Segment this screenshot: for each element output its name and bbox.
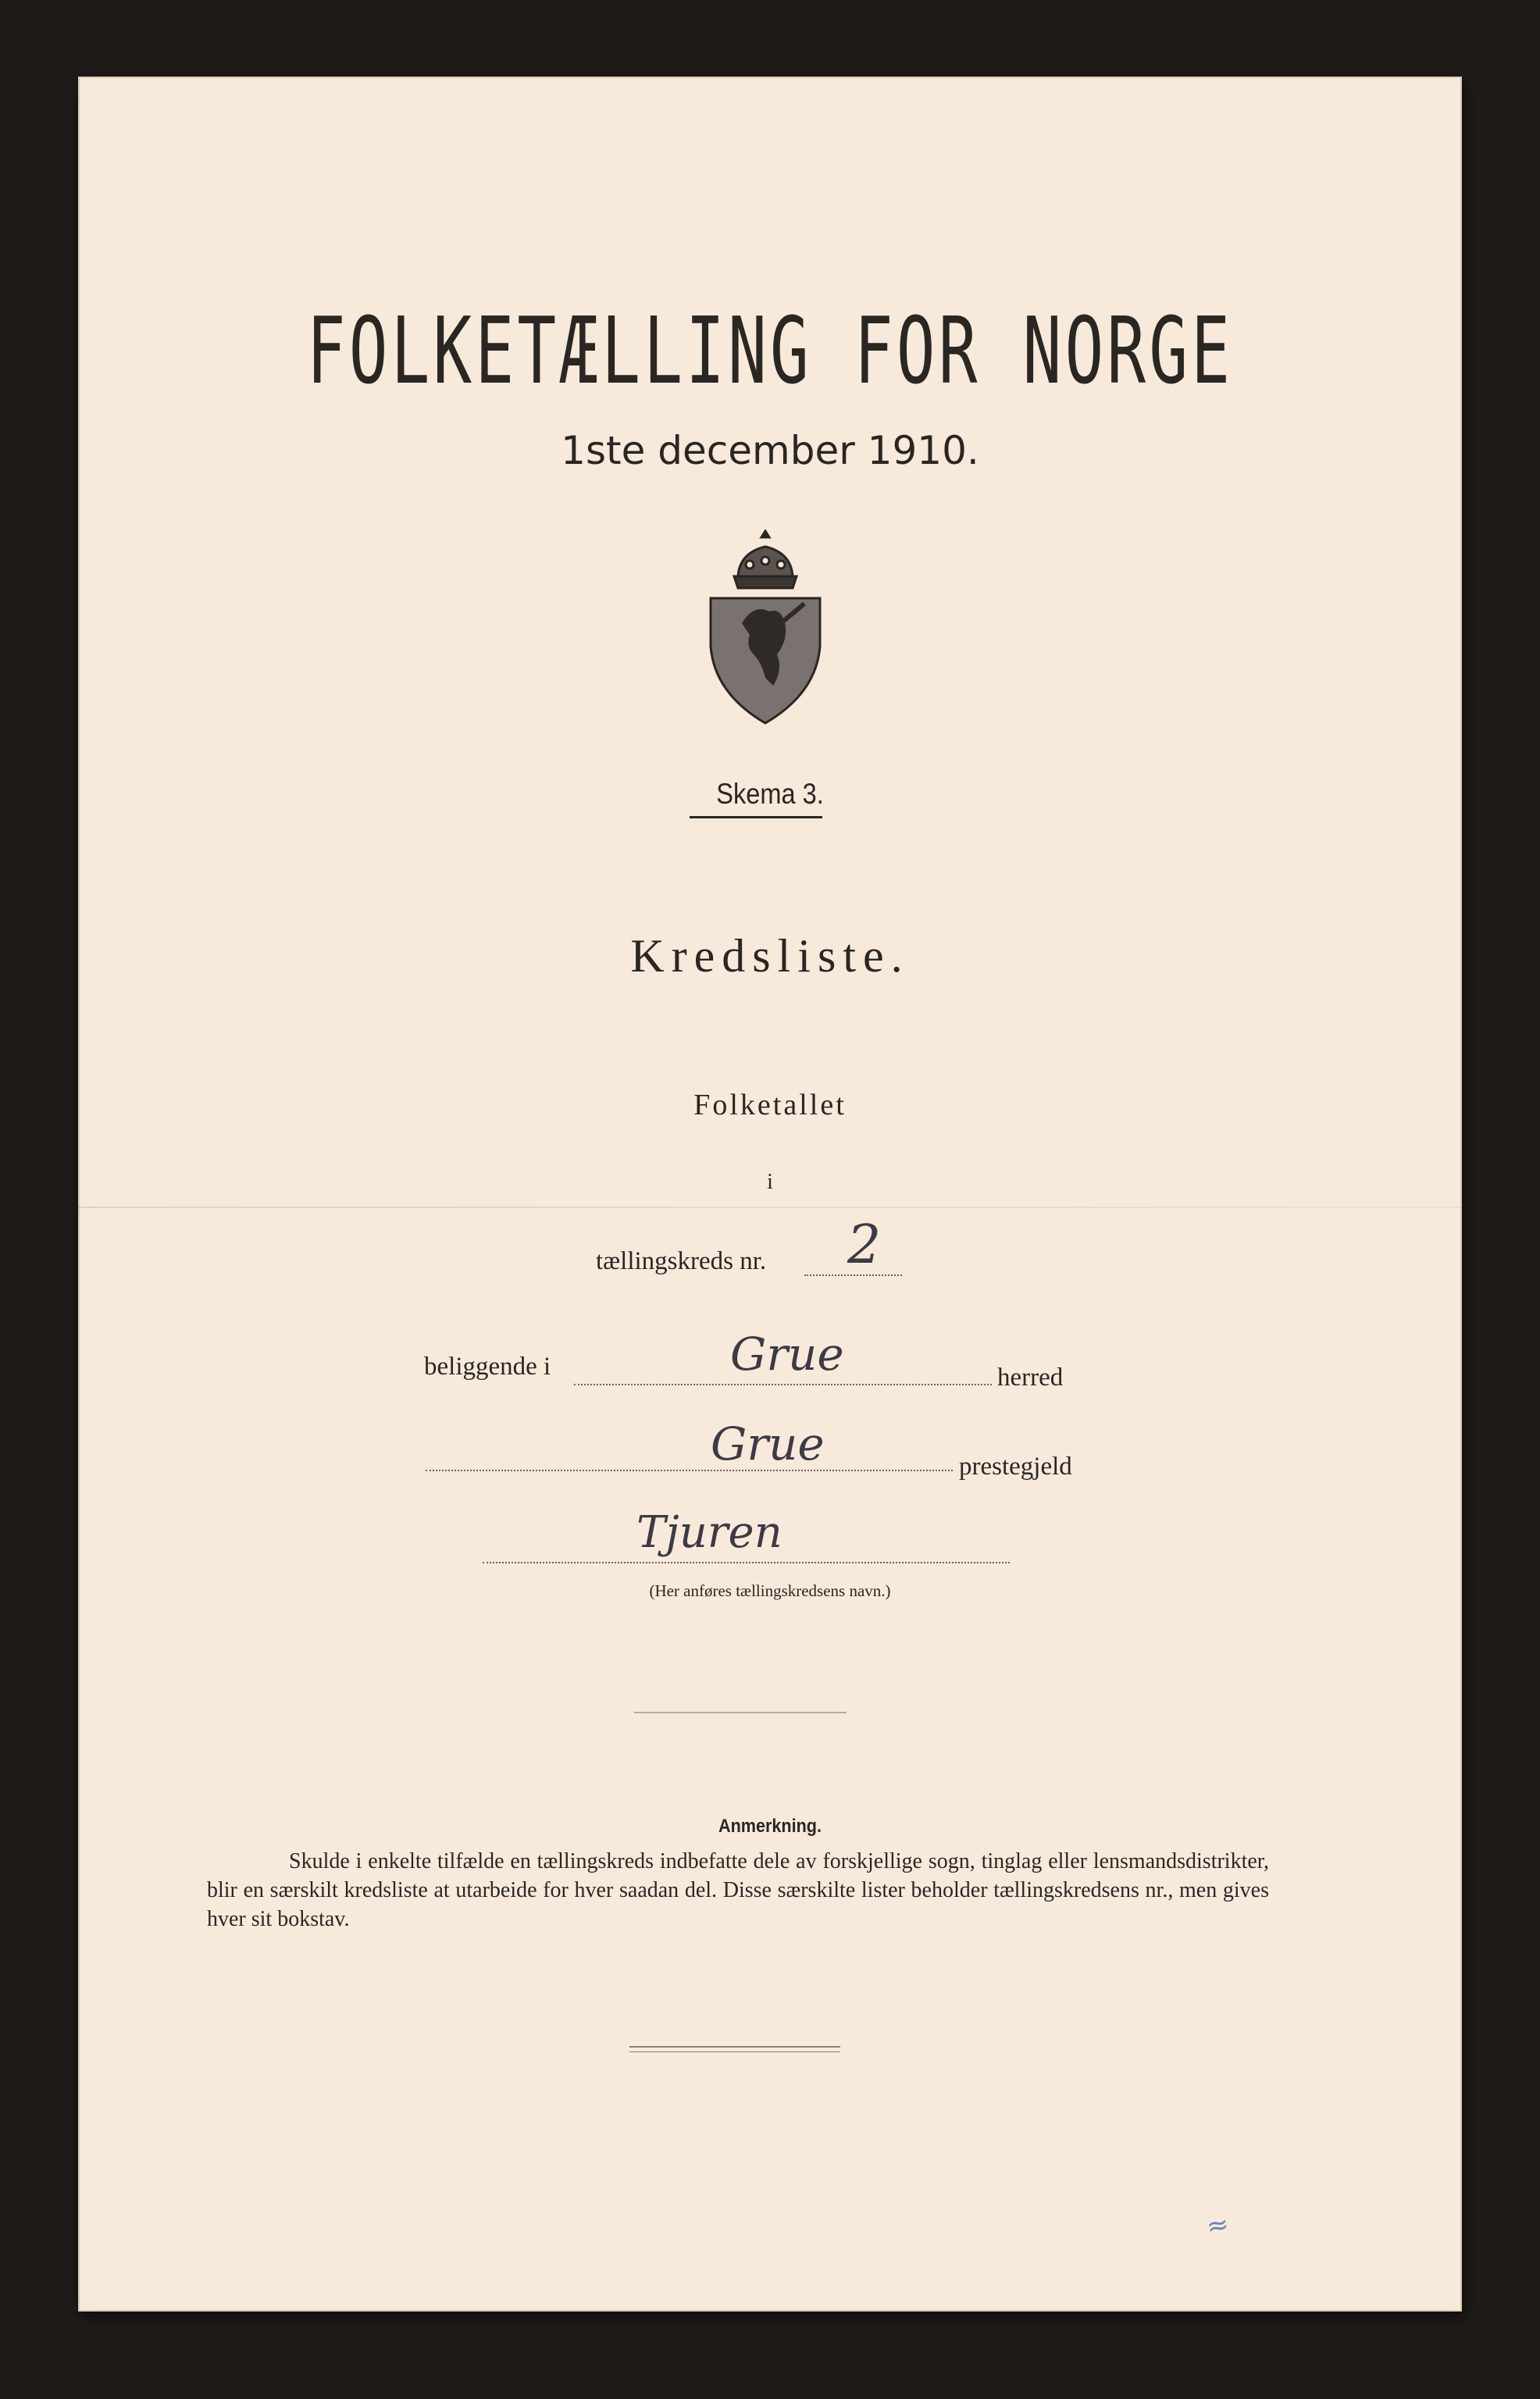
kredsnavn-caption: (Her anføres tællingskredsens navn.) <box>649 1581 891 1600</box>
census-date: 1ste december 1910. <box>561 428 979 473</box>
double-rule-top <box>629 2046 840 2048</box>
kredsnavn-value: Tjuren <box>636 1507 782 1558</box>
kreds-label: tællingskreds nr. <box>596 1247 767 1275</box>
schema-number: Skema 3. <box>716 778 824 810</box>
document-title: FOLKETÆLLING FOR NORGE <box>306 297 1234 405</box>
folketallet-label: Folketallet <box>693 1089 847 1121</box>
prestegjeld-value: Grue <box>711 1417 825 1470</box>
norway-coat-of-arms-icon <box>707 529 824 725</box>
beliggende-label: beliggende i <box>424 1353 551 1381</box>
anmerkning-title: Anmerkning. <box>718 1816 822 1837</box>
prestegjeld-field[interactable] <box>426 1470 953 1471</box>
schema-underline <box>690 816 822 818</box>
herred-value: Grue <box>730 1328 844 1381</box>
prestegjeld-label: prestegjeld <box>959 1453 1072 1481</box>
in-label: i <box>767 1170 773 1194</box>
separator-line <box>634 1712 847 1713</box>
anmerkning-paragraph: Skulde i enkelte tilfælde en tællingskreds indbefatte dele av forskjellige sogn, tinglag eller lensmandsdistrikter, blir en særskilt kredsliste at utarbeide for hver saadan del. Disse særskilte lister beholder tællingskredsens nr., men gives hver sit bokstav. <box>207 1849 1269 1931</box>
pencil-mark-icon: ≈ <box>1203 2208 1232 2244</box>
kreds-value: 2 <box>847 1214 882 1276</box>
herred-field[interactable] <box>574 1384 992 1385</box>
document-type: Kredsliste. <box>630 930 910 982</box>
anmerkning-text <box>207 1847 1269 1934</box>
fold-line <box>78 1207 1462 1208</box>
double-rule-bottom <box>629 2051 840 2052</box>
kredsnavn-field[interactable] <box>483 1562 1010 1563</box>
herred-label: herred <box>997 1363 1064 1392</box>
